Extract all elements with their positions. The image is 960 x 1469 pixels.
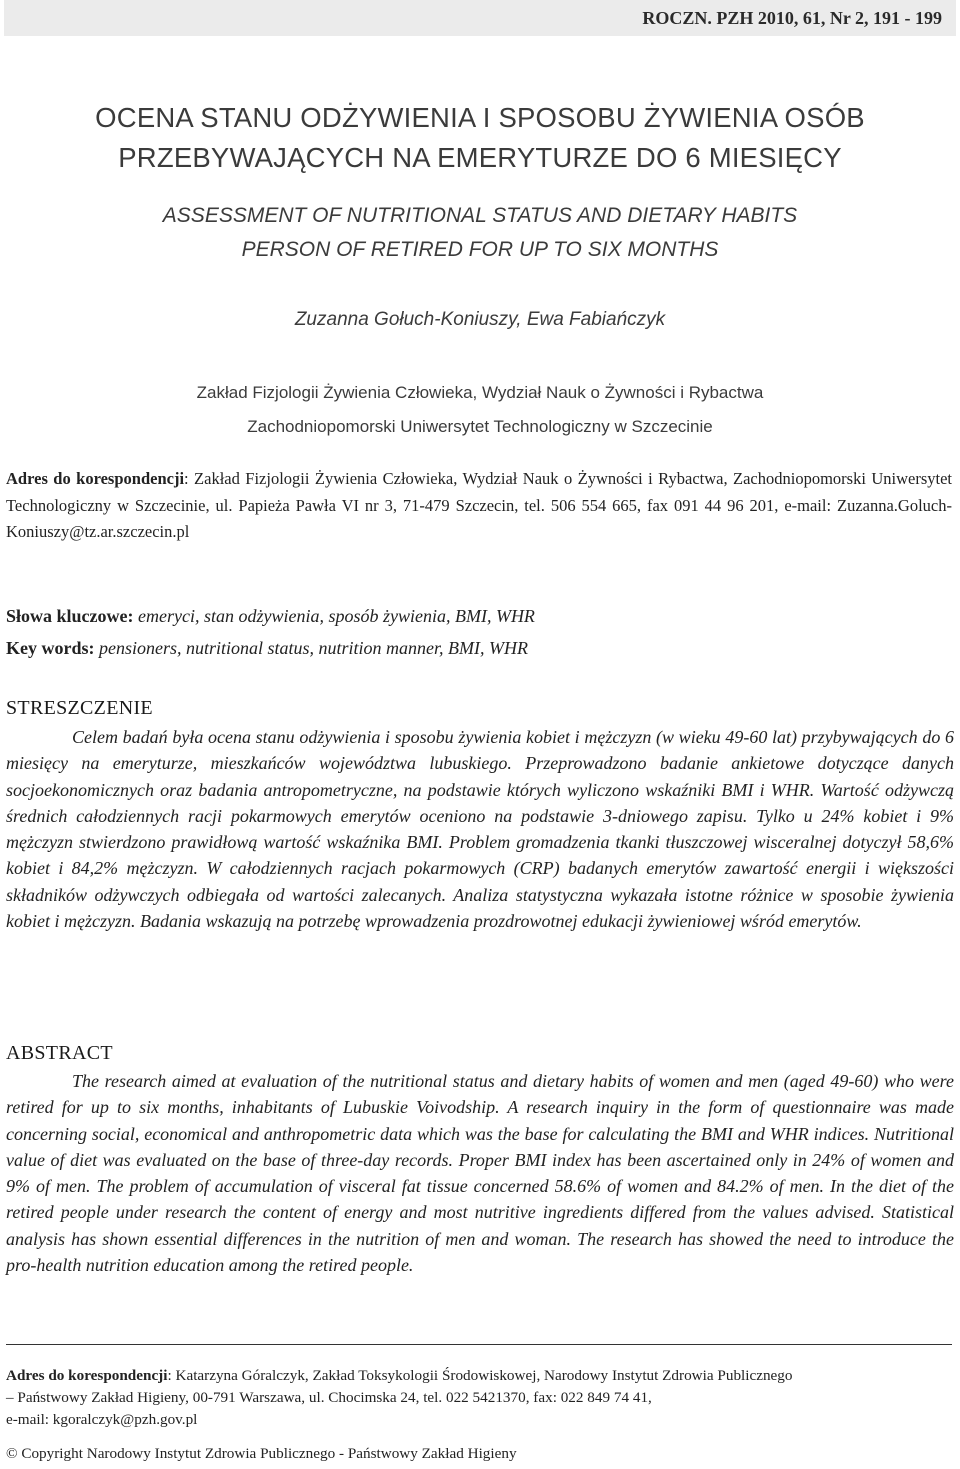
streszczenie-heading: STRESZCZENIE <box>6 697 153 719</box>
keywords-english-values: pensioners, nutritional status, nutrition manner, BMI, WHR <box>99 638 528 658</box>
footnote-correspondence <box>6 1365 952 1431</box>
footnote-line1-text: : Katarzyna Góralczyk, Zakład Toksykologii Środowiskowej, Narodowy Instytut Zdrowia Publicznego <box>167 1367 793 1384</box>
keywords-polish-values: emeryci, stan odżywienia, sposób żywienia, BMI, WHR <box>138 606 535 626</box>
correspondence-text: : Zakład Fizjologii Żywienia Człowieka, Wydział Nauk o Żywności i Rybactwa, Zachodniopomorski Uniwersytet Technologiczny w Szczecinie, ul. Papieża Pawła VI nr 3, 71-479 Szczecin, tel. 506 554 665, fax 091 44 96 201, e-mail: Zuzanna.Goluch-Koniuszy@tz.ar.szczecin.pl <box>6 469 952 541</box>
keywords-english-label: Key words: <box>6 638 95 658</box>
journal-header-bar <box>4 0 956 36</box>
footnote-line2: – Państwowy Zakład Higieny, 00-791 Warszawa, ul. Chocimska 24, tel. 022 5421370, fax: 022 849 74 41, <box>6 1389 652 1406</box>
keywords-polish <box>6 600 952 632</box>
title-polish-line1: OCENA STANU ODŻYWIENIA I SPOSOBU ŻYWIENIA OSÓB <box>95 102 865 133</box>
affiliation-line1: Zakład Fizjologii Żywienia Człowieka, Wydział Nauk o Żywności i Rybactwa <box>196 383 764 402</box>
footnote-line3: e-mail: kgoralczyk@pzh.gov.pl <box>6 1411 198 1428</box>
title-english-line1: ASSESSMENT OF NUTRITIONAL STATUS AND DIETARY HABITS <box>162 204 798 227</box>
copyright-notice: © Copyright Narodowy Instytut Zdrowia Publicznego - Państwowy Zakład Higieny <box>6 1445 517 1462</box>
abstract-body: The research aimed at evaluation of the nutritional status and dietary habits of women and men (aged 49-60) who were retired for up to six months, inhabitants of Lubuskie Voivodship. A research inquiry in the form of questionnaire was made concerning social, economical and anthropometric data which was the base for calculating the BMI and WHR indices. Nutritional value of diet was evaluated on the base of three-day records. Proper BMI index has been ascertained only in 24% of women and 9% of men. The problem of accumulation of visceral fat tissue concerned 58.6% of women and 84.2% of men. In the diet of the retired people under research the content of energy and most nutritive ingredients differed from the values advised. Statistical analysis has shown essential differences in the nutrition of men and woman. The research has showed the need to introduce the pro-health nutrition education among the retired people. <box>6 1071 954 1276</box>
authors: Zuzanna Gołuch-Koniuszy, Ewa Fabiańczyk <box>294 309 666 330</box>
footnote-line1 <box>6 1365 952 1387</box>
keywords-english <box>6 632 952 664</box>
footnote-label: Adres do korespondencji <box>6 1367 168 1384</box>
affiliation-line2: Zachodniopomorski Uniwersytet Technologiczny w Szczecinie <box>247 417 713 436</box>
title-polish <box>0 98 960 178</box>
abstract-heading: ABSTRACT <box>6 1042 113 1064</box>
title-english <box>0 199 960 267</box>
correspondence-label: Adres do korespondencji <box>6 469 185 488</box>
title-polish-line2: PRZEBYWAJĄCYCH NA EMERYTURZE DO 6 MIESIĘCY <box>118 142 842 173</box>
keywords-polish-label: Słowa kluczowe: <box>6 606 134 626</box>
correspondence-address <box>6 466 952 546</box>
streszczenie-body: Celem badań była ocena stanu odżywienia i sposobu żywienia kobiet i mężczyzn (w wieku 49-60 lat) przybywających do 6 miesięcy na emeryturze, mieszkańców województwa lubuskiego. Przeprowadzono badanie ankietowe dotyczące danych socjoekonomicznych oraz badania antropometryczne, na podstawie których wyliczono wskaźniki BMI i WHR. Wartość odżywczą średnich całodziennych racji pokarmowych emerytów oceniono na podstawie 3-dniowego zapisu. Tylko u 24% kobiet i 9% mężczyzn stwierdzono prawidłową wartość wskaźnika BMI. Problem gromadzenia tkanki tłuszczowej wisceralnej dotyczył 58,6% kobiet i 84,2% mężczyzn. W całodziennych racjach pokarmowych (CRP) badanych emerytów zawartość energii i większości składników odżywczych odbiegała od wartości zalecanych. Analiza statystyczna wykazała istotne różnice w sposobie żywienia kobiet i mężczyzn. Badania wskazują na potrzebę wprowadzenia prozdrowotnej edukacji żywieniowej wśród emerytów. <box>6 727 954 932</box>
keywords-block <box>6 600 952 664</box>
affiliation <box>0 376 960 444</box>
journal-reference: ROCZN. PZH 2010, 61, Nr 2, 191 - 199 <box>642 8 942 28</box>
title-english-line2: PERSON OF RETIRED FOR UP TO SIX MONTHS <box>241 238 719 261</box>
footnote-divider <box>6 1344 952 1345</box>
